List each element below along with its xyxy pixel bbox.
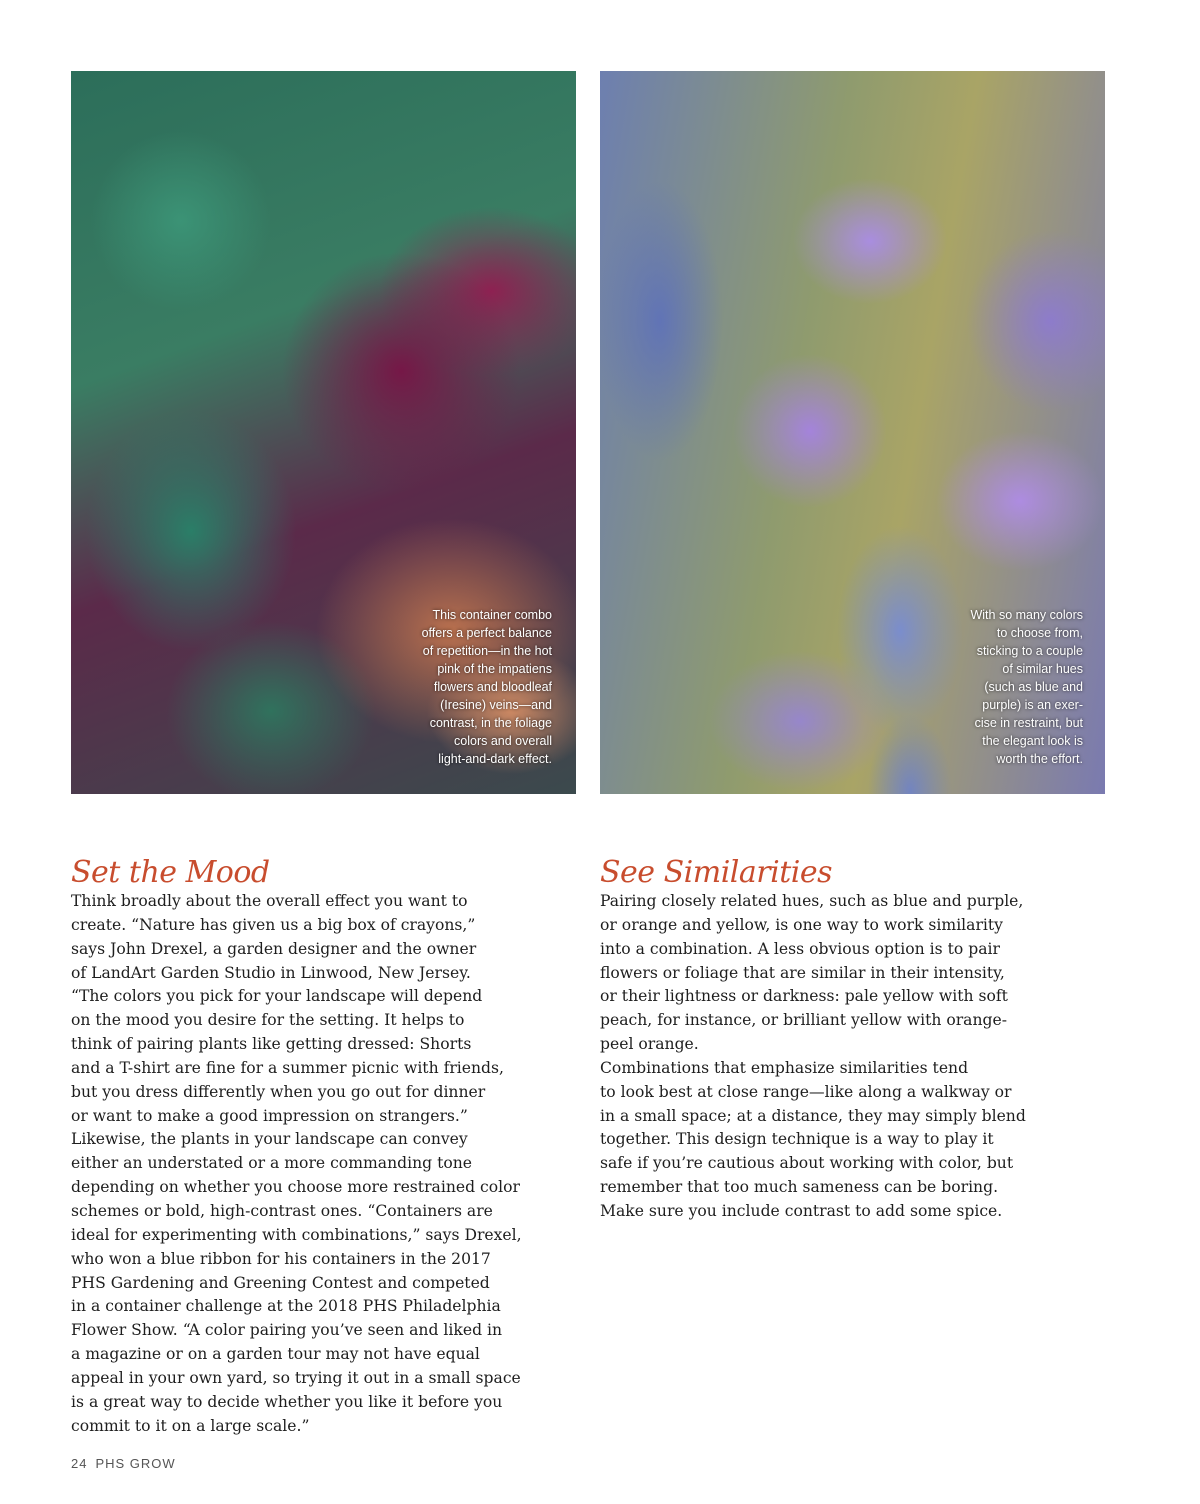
publication-name: PHS GROW bbox=[95, 1456, 176, 1471]
article-body-right: Pairing closely related hues, such as blue and purple, or orange and yellow, is one way to work similarity into a combination. A less obvious option is to pair flowers or foliage that are similar in their intensity, or their lightness or darkness: pale yellow with soft peach, for instance, or brilliant yellow with orange- peel orange. Combinations that emphasize similarities tend to look best at close range—like along a walkway or in a small space; at a distance, they may simply blend together. This design technique is a way to play it safe if you’re cautious about working with color, but remember that too much sameness can be boring. Make sure you include contrast to add some spice. bbox=[600, 892, 1026, 1220]
section-heading-see-similarities: See Similarities bbox=[600, 855, 832, 890]
article-body-left: Think broadly about the overall effect you want to create. “Nature has given us a big box of crayons,” says John Drexel, a garden designer and the owner of LandArt Garden Studio in Linwood, New Jersey. “The colors you pick for your landscape will depend on the mood you desire for the setting. It helps to think of pairing plants like getting dressed: Shorts and a T-shirt are fine for a summer picnic with friends, but you dress differently when you go out for dinner or want to make a good impression on strangers.” Likewise, the plants in your landscape can convey either an understated or a more commanding tone depending on whether you choose more restrained color schemes or bold, high-contrast ones. “Containers are ideal for experimenting with combinations,” says Drexel, who won a blue ribbon for his containers in the 2017 PHS Gardening and Greening Contest and competed in a container challenge at the 2018 PHS Philadelphia Flower Show. “A color pairing you’ve seen and liked in a magazine or on a garden tour may not have equal appeal in your own yard, so trying it out in a small space is a great way to decide whether you like it before you commit to it on a large scale.” bbox=[71, 892, 522, 1435]
hyacinth-muscari-photo bbox=[600, 71, 1105, 794]
page-footer bbox=[71, 1456, 176, 1471]
page-number: 24 bbox=[71, 1456, 88, 1471]
container-combo-photo bbox=[71, 71, 576, 794]
section-heading-set-the-mood: Set the Mood bbox=[71, 855, 270, 890]
photo-caption: With so many colors to choose from, sticking to a couple of similar hues (such as blue and purple) is an exer- cise in restraint, but the elegant look is worth the effort. bbox=[970, 608, 1083, 766]
photo-caption: This container combo offers a perfect balance of repetition—in the hot pink of the impatiens flowers and bloodleaf (Iresine) veins—and contrast, in the foliage colors and overall light-and-dark effect. bbox=[421, 608, 552, 766]
